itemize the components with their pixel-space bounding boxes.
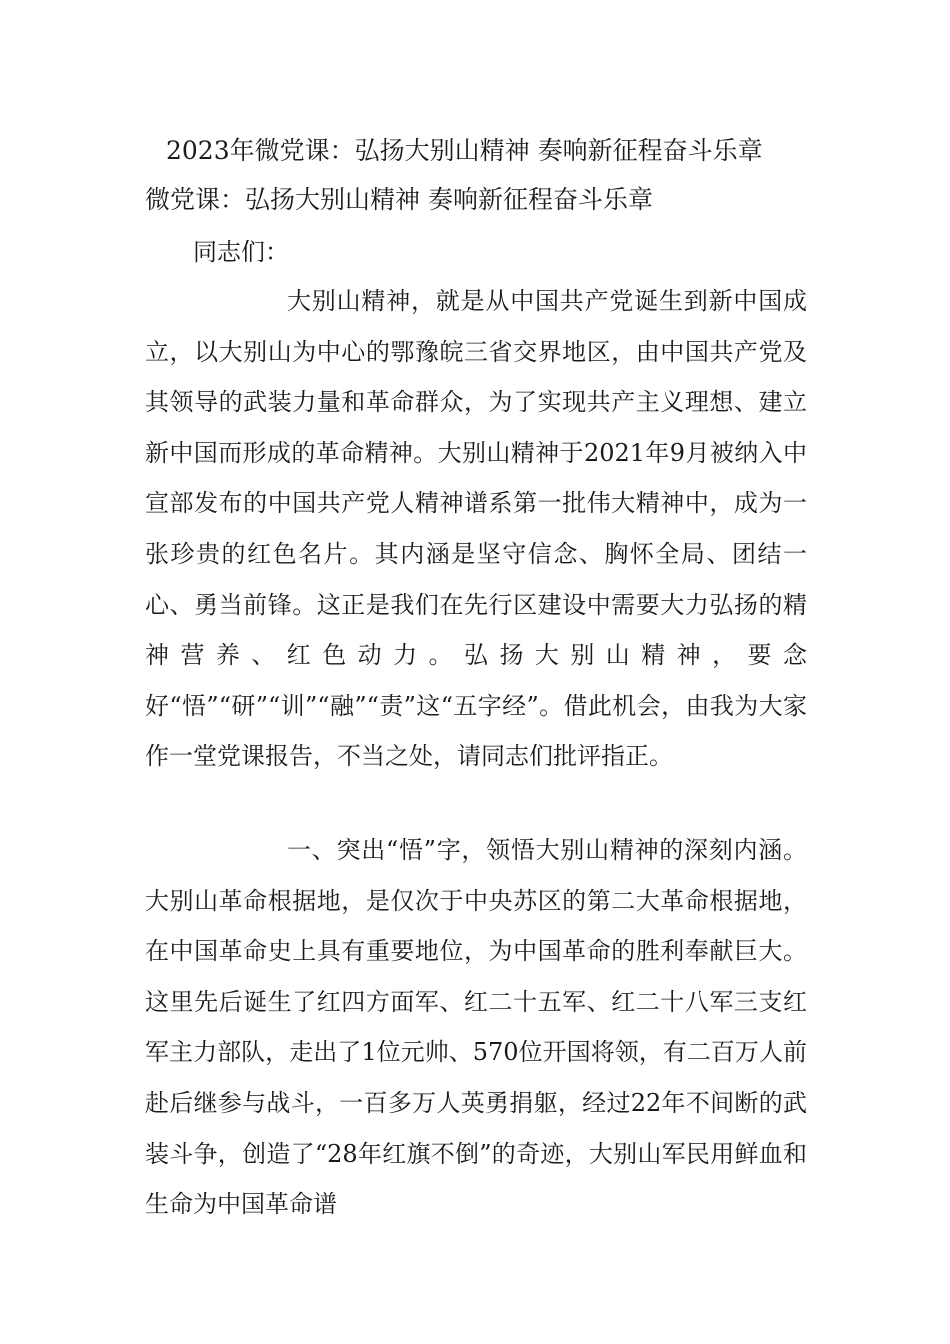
paragraph-section-one: 一、突出“悟”字，领悟大别山精神的深刻内涵。大别山革命根据地，是仅次于中央苏区的第二大革命根据地，在中国革命史上具有重要地位，为中国革命的胜利奉献巨大。这里先后诞生了红四方面军、红二十五军、红二十八军三支红军主力部队，走出了1位元帅、570位开国将领，有二百万人前赴后继参与战斗，一百多万人英勇捐躯，经过22年不间断的武装斗争，创造了“28年红旗不倒”的奇迹，大别山军民用鲜血和生命为中国革命谱: [145, 836, 807, 1219]
document-title: 2023年微党课：弘扬大别山精神 奏响新征程奋斗乐章: [166, 136, 763, 165]
salutation: 同志们：: [193, 238, 289, 266]
paragraph-intro: 大别山精神，就是从中国共产党诞生到新中国成立，以大别山为中心的鄂豫皖三省交界地区，由中国共产党及其领导的武装力量和革命群众，为了实现共产主义理想、建立新中国而形成的革命精神。大别山精神于2021年9月被纳入中宣部发布的中国共产党人精神谱系第一批伟大精神中，成为一张珍贵的红色名片。其内涵是坚守信念、胸怀全局、团结一心、勇当前锋。这正是我们在先行区建设中需要大力弘扬的精神营养、红色动力。弘扬大别山精神，要念好“悟”“研”“训”“融”“责”这“五字经”。借此机会，由我为大家作一堂党课报告，不当之处，请同志们批评指正。: [145, 287, 807, 771]
document-subtitle: 微党课：弘扬大别山精神 奏响新征程奋斗乐章: [145, 185, 653, 214]
